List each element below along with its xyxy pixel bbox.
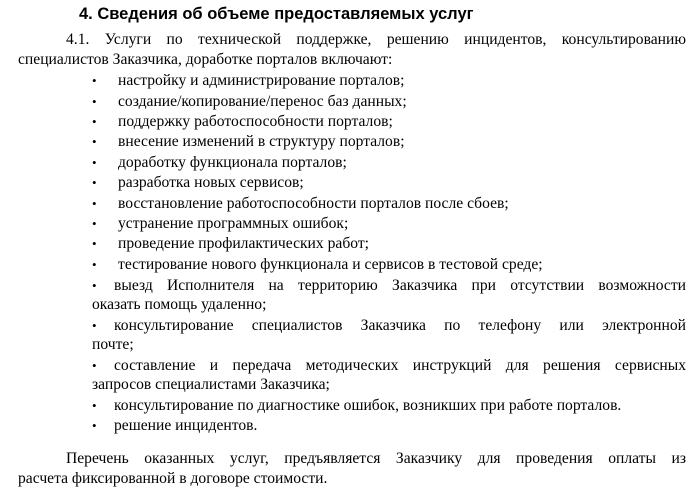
list-item-text: консультирование по диагностике ошибок, возникших при работе порталов. — [114, 397, 622, 414]
bullet-icon: • — [92, 236, 97, 251]
list-item-text: восстановление работоспособности порталов после сбоев; — [118, 195, 509, 212]
list-item-text: решение инцидентов. — [114, 417, 258, 434]
list-item-continuation: почте; — [92, 336, 134, 353]
list-item-text: консультирование специалистов Заказчика по телефону или электронной — [114, 317, 686, 334]
bullet-icon: • — [92, 155, 97, 170]
list-item-text: проведение профилактических работ; — [118, 235, 369, 252]
bullet-icon: • — [92, 418, 97, 433]
bullet-icon: • — [92, 73, 97, 88]
list-item-text: внесение изменений в структуру порталов; — [118, 133, 405, 150]
list-item-continuation: оказать помощь удаленно; — [92, 296, 267, 313]
list-item-text: поддержку работоспособности порталов; — [118, 113, 393, 130]
bullet-icon: • — [92, 134, 97, 149]
bullet-icon: • — [92, 278, 97, 293]
list-item-text: разработка новых сервисов; — [118, 174, 304, 191]
list-item-text: выезд Исполнителя на территорию Заказчика при отсутствии возможности — [114, 277, 686, 294]
list-item-text: тестирование нового функционала и сервисов в тестовой среде; — [118, 256, 543, 273]
bullet-icon: • — [92, 175, 97, 190]
list-item-text: доработку функционала порталов; — [118, 154, 347, 171]
bullet-icon: • — [92, 257, 97, 272]
bullet-icon: • — [92, 358, 97, 373]
section-heading: 4. Сведения об объеме предоставляемых услуг — [79, 5, 474, 23]
list-item-text: настройку и администрирование порталов; — [118, 72, 405, 89]
list-item-text: устранение программных ошибок; — [118, 215, 349, 232]
intro-paragraph-line-1: 4.1. Услуги по технической поддержке, решению инцидентов, консультированию — [66, 31, 686, 48]
bullet-icon: • — [92, 318, 97, 333]
list-item-text: составление и передача методических инструкций для решения сервисных — [114, 357, 686, 374]
bullet-icon: • — [92, 196, 97, 211]
bullet-icon: • — [92, 398, 97, 413]
intro-paragraph-line-2: специалистов Заказчика, доработке порталов включают: — [18, 51, 393, 68]
list-item-text: создание/копирование/перенос баз данных; — [118, 93, 407, 110]
closing-paragraph-line-1: Перечень оказанных услуг, предъявляется Заказчику для проведения оплаты из — [66, 450, 686, 467]
closing-paragraph-line-2: расчета фиксированной в договоре стоимости. — [18, 470, 328, 487]
bullet-icon: • — [92, 94, 97, 109]
bullet-icon: • — [92, 114, 97, 129]
list-item-continuation: запросов специалистами Заказчика; — [92, 376, 330, 393]
bullet-icon: • — [92, 216, 97, 231]
